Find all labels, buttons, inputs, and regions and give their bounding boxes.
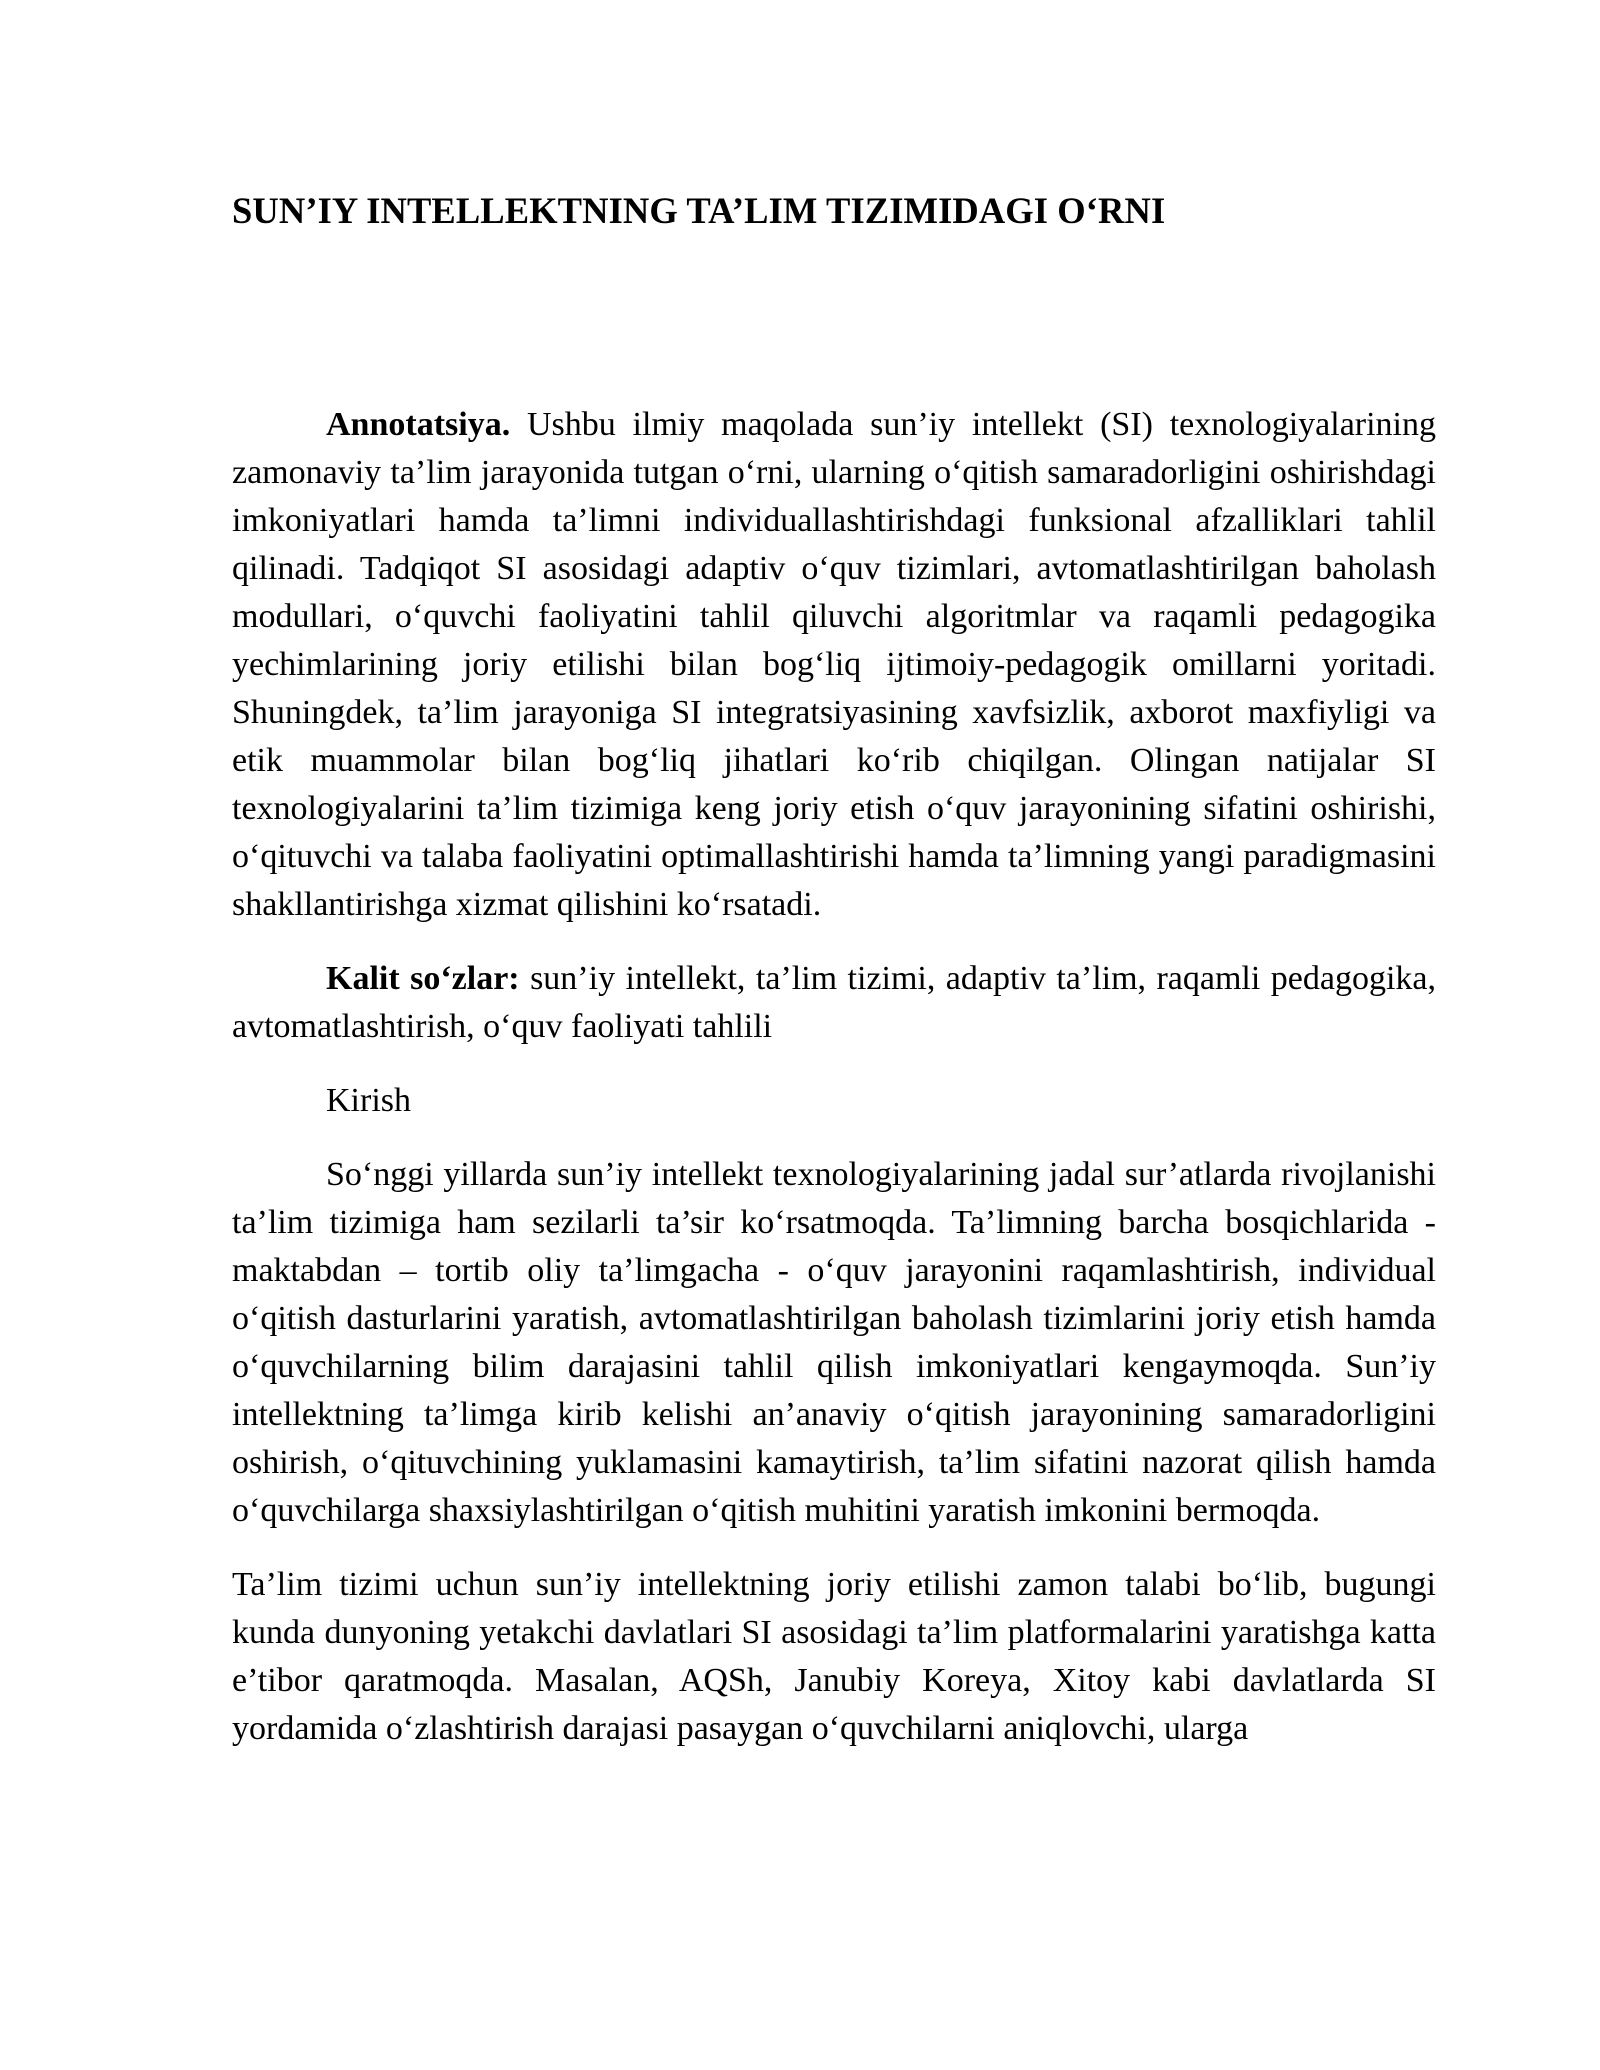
keywords-text: sun’iy intellekt, ta’lim tizimi, adaptiv ta’lim, raqamli pedagogika, avtomatlashtirish, o‘quv faoliyati tahlili	[232, 960, 1436, 1045]
abstract-label: Annotatsiya.	[326, 406, 511, 443]
article-title: SUN’IY INTELLEKTNING TA’LIM TIZIMIDAGI O‘RNI	[232, 190, 1166, 231]
article-body	[232, 186, 1436, 1753]
abstract-paragraph	[232, 401, 1436, 929]
keywords-paragraph	[232, 955, 1436, 1051]
introduction-paragraph-2: Ta’lim tizimi uchun sun’iy intellektning joriy etilishi zamon talabi bo‘lib, bugungi kunda dunyoning yetakchi davlatlari SI asosidagi ta’lim platformalarini yaratishga katta e’tibor qaratmoqda. Masalan, AQSh, Janubiy Koreya, Xitoy kabi davlatlarda SI yordamida o‘zlashtirish darajasi pasaygan o‘quvchilarni aniqlovchi, ularga	[232, 1566, 1436, 1747]
keywords-label: Kalit so‘zlar:	[326, 960, 520, 997]
introduction-paragraph-1: So‘nggi yillarda sun’iy intellekt texnologiyalarining jadal sur’atlarda rivojlanishi ta’lim tizimiga ham sezilarli ta’sir ko‘rsatmoqda. Ta’limning barcha bosqichlarida - maktabdan – tortib oliy ta’limgacha - o‘quv jarayonini raqamlashtirish, individual o‘qitish dasturlarini yaratish, avtomatlashtirilgan baholash tizimlarini joriy etish hamda o‘quvchilarning bilim darajasini tahlil qilish imkoniyatlari kengaymoqda. Sun’iy intellektning ta’limga kirib kelishi an’anaviy o‘qitish jarayonining samaradorligini oshirish, o‘qituvchining yuklamasini kamaytirish, ta’lim sifatini nazorat qilish hamda o‘quvchilarga shaxsiylashtirilgan o‘qitish muhitini yaratish imkonini bermoqda.	[232, 1156, 1436, 1529]
section-heading-introduction: Kirish	[326, 1082, 411, 1119]
abstract-text: Ushbu ilmiy maqolada sun’iy intellekt (SI) texnologiyalarining zamonaviy ta’lim jarayonida tutgan o‘rni, ularning o‘qitish samaradorligini oshirishdagi imkoniyatlari hamda ta’limni individuallashtirishdagi funksional afzalliklari tahlil qilinadi. Tadqiqot SI asosidagi adaptiv o‘quv tizimlari, avtomatlashtirilgan baholash modullari, o‘quvchi faoliyatini tahlil qiluvchi algoritmlar va raqamli pedagogika yechimlarining joriy etilishi bilan bog‘liq ijtimoiy-pedagogik omillarni yoritadi. Shuningdek, ta’lim jarayoniga SI integratsiyasining xavfsizlik, axborot maxfiyligi va etik muammolar bilan bog‘liq jihatlari ko‘rib chiqilgan. Olingan natijalar SI texnologiyalarini ta’lim tizimiga keng joriy etish o‘quv jarayonining sifatini oshirishi, o‘qituvchi va talaba faoliyatini optimallashtirishi hamda ta’limning yangi paradigmasini shakllantirishga xizmat qilishini ko‘rsatadi.	[232, 406, 1436, 923]
